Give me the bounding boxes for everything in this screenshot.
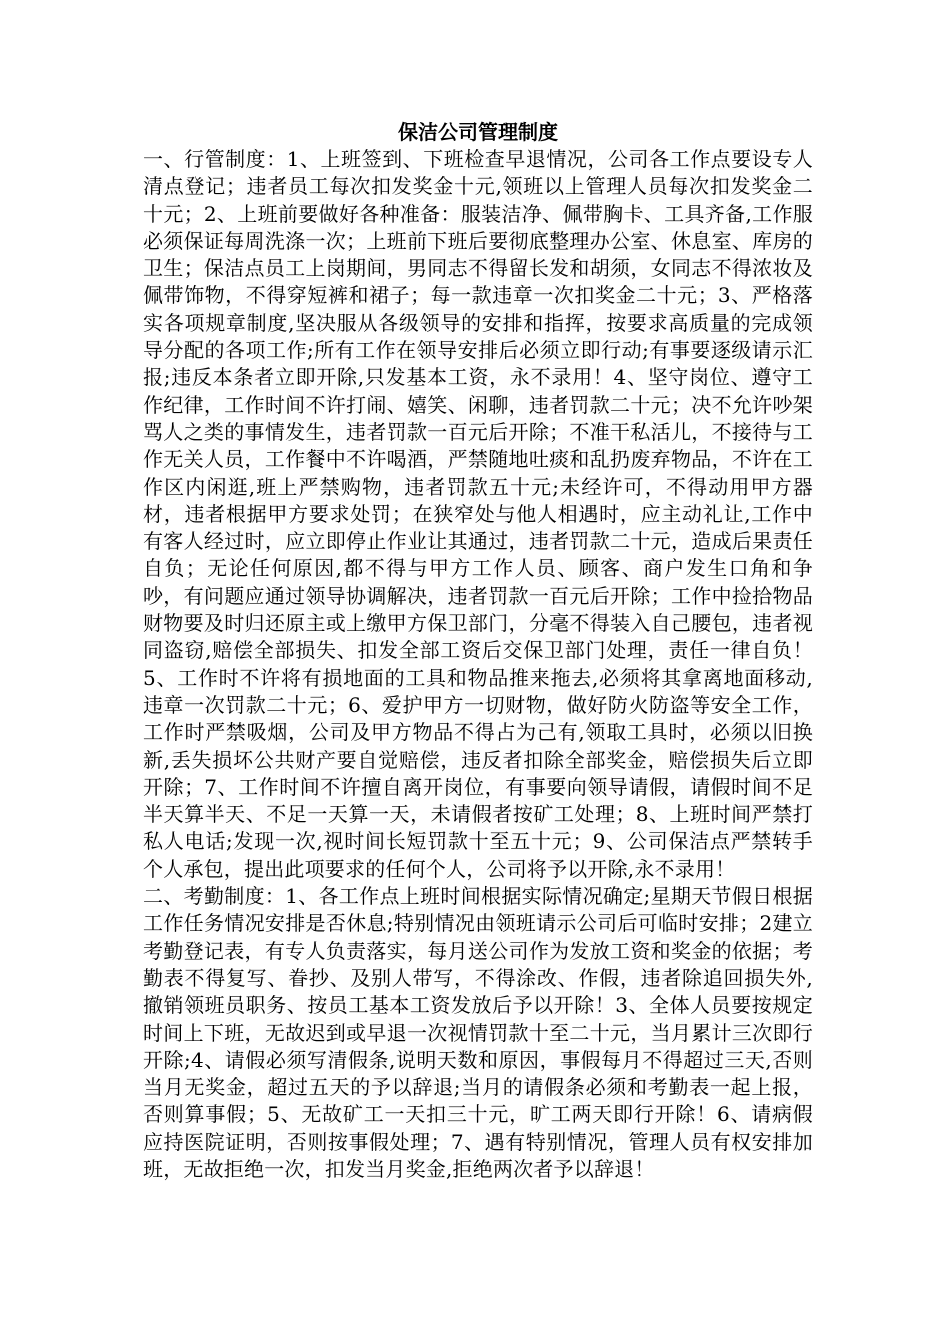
section-attendance-rules: 二、考勤制度：1、各工作点上班时间根据实际情况确定;星期天节假日根据工作任务情况安排是否休息;特别情况由领班请示公司后可临时安排；2建立考勤登记表，有专人负责落实，每月送公司作为发放工资和奖金的依据；考勤表不得复写、眷抄、及别人带写，不得涂改、作假，违者除追回损失外,撤销领班员职务、按员工基本工资发放后予以开除！3、全体人员要按规定时间上下班，无故迟到或早退一次视情罚款十至二十元，当月累计三次即行开除;4、请假必须写清假条,说明天数和原因，事假每月不得超过三天,否则当月无奖金，超过五天的予以辞退;当月的请假条必须和考勤表一起上报，否则算事假；5、无故矿工一天扣三十元，旷工两天即行开除！6、请病假应持医院证明，否则按事假处理；7、遇有特别情况，管理人员有权安排加班，无故拒绝一次，扣发当月奖金,拒绝两次者予以辞退！ (143, 884, 813, 1181)
document-title: 保洁公司管理制度 (398, 120, 558, 144)
section-administrative-rules: 一、行管制度：1、上班签到、下班检查早退情况，公司各工作点要设专人清点登记；违者员工每次扣发奖金十元,领班以上管理人员每次扣发奖金二十元；2、上班前要做好各种准备：服装洁净、佩带胸卡、工具齐备,工作服必须保证每周洗涤一次；上班前下班后要彻底整理办公室、休息室、库房的卫生；保洁点员工上岗期间，男同志不得留长发和胡须，女同志不得浓妆及佩带饰物，不得穿短裤和裙子；每一款违章一次扣奖金二十元；3、严格落实各项规章制度,坚决服从各级领导的安排和指挥，按要求高质量的完成领导分配的各项工作;所有工作在领导安排后必须立即行动;有事要逐级请示汇报;违反本条者立即开除,只发基本工资，永不录用！4、坚守岗位、遵守工作纪律，工作时间不许打闹、嬉笑、闲聊，违者罚款二十元；决不允许吵架骂人之类的事情发生，违者罚款一百元后开除；不准干私活儿，不接待与工作无关人员，工作餐中不许喝酒，严禁随地吐痰和乱扔废弃物品，不许在工作区内闲逛,班上严禁购物，违者罚款五十元;未经许可，不得动用甲方器材，违者根据甲方要求处罚；在狭窄处与他人相遇时，应主动礼让,工作中有客人经过时，应立即停止作业让其通过，违者罚款二十元，造成后果责任自负；无论任何原因,都不得与甲方工作人员、顾客、商户发生口角和争吵，有问题应通过领导协调解决，违者罚款一百元后开除；工作中捡拾物品财物要及时归还原主或上缴甲方保卫部门，分毫不得装入自己腰包，违者视同盗窃,赔偿全部损失、扣发全部工资后交保卫部门处理，责任一律自负！5、工作时不许将有损地面的工具和物品推来拖去,必须将其拿离地面移动,违章一次罚款二十元；6、爱护甲方一切财物，做好防火防盗等安全工作，工作时严禁吸烟，公司及甲方物品不得占为己有,领取工具时，必须以旧换新,丢失损坏公共财产要自觉赔偿，违反者扣除全部奖金，赔偿损失后立即开除；7、工作时间不许擅自离开岗位，有事要向领导请假，请假时间不足半天算半天、不足一天算一天，未请假者按矿工处理；8、上班时间严禁打私人电话;发现一次,视时间长短罚款十至五十元；9、公司保洁点严禁转手个人承包，提出此项要求的任何个人，公司将予以开除,永不录用！ (143, 147, 813, 881)
document-body (143, 118, 813, 1183)
